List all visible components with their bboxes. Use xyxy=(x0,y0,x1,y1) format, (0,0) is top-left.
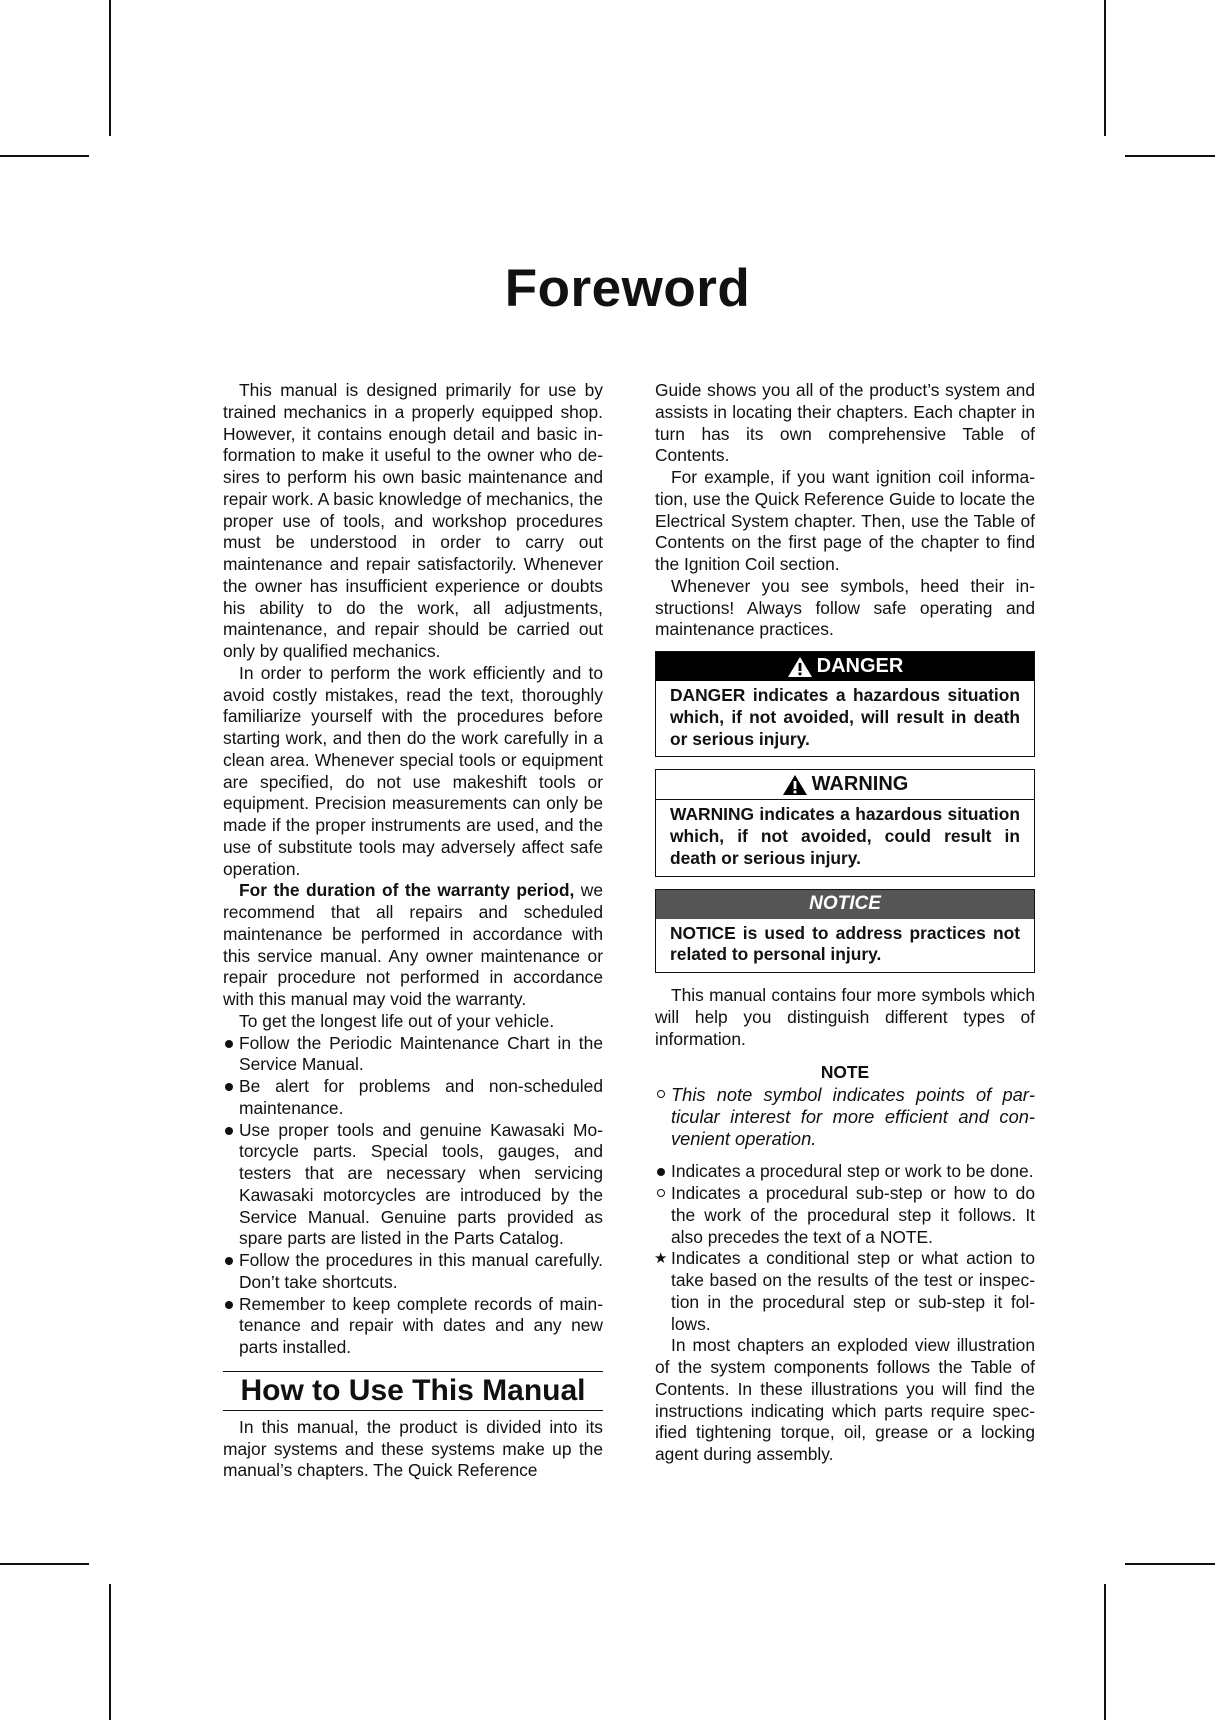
crop-mark xyxy=(1125,155,1215,157)
danger-box xyxy=(655,651,1035,757)
warning-header xyxy=(656,770,1034,800)
note-title: NOTE xyxy=(820,1062,870,1083)
list-item-text: Use proper tools and genuine Kawasaki Motorcycle parts. Special tools, gauges, and testers that are necessary when servicing Kawasaki motorcycles are introduced by the Service Manual. Genuine parts provided as spare parts are listed in the Parts Catalog. xyxy=(239,1119,603,1249)
list-item xyxy=(223,1033,603,1077)
left-column xyxy=(223,380,603,1482)
crop-mark xyxy=(0,155,89,157)
paragraph: In order to perform the work efficiently and to avoid costly mistakes, read the text, thoroughly familiarize yourself with the procedures before starting work, and then do the work carefully in a clean area. Whenever special tools or equipment are specified, do not use makeshift tools or equipment. Precision measurements can only be made if the proper instruments are used, and the use of substitute tools may adversely affect safe operation. xyxy=(223,662,603,879)
list-item-text: Indicates a procedural step or work to be done. xyxy=(671,1161,1034,1182)
crop-mark xyxy=(0,1563,89,1565)
paragraph xyxy=(223,880,603,1011)
danger-text: DANGER indicates a hazardous situation which, if not avoided, will result in death or serious injury. xyxy=(670,685,1020,749)
list-item-text: Indicates a procedural sub-step or how to do the work of the procedural step it follows. It also precedes the text of a NOTE. xyxy=(671,1183,1035,1247)
crop-mark xyxy=(109,1584,111,1720)
notice-text: NOTICE is used to address practices not related to personal injury. xyxy=(670,922,1020,965)
list-item-text: Follow the procedures in this manual carefully. Don’t take shortcuts. xyxy=(239,1250,603,1292)
paragraph: This manual contains four more symbols which will help you distinguish different types of information. xyxy=(655,985,1035,1049)
list-item-text: Be alert for problems and non-scheduled maintenance. xyxy=(239,1076,603,1118)
bold-lead: For the duration of the warranty period, xyxy=(239,880,575,901)
note-text: This note symbol indicates points of particular interest for more efficient and convenient operation. xyxy=(671,1084,1035,1149)
crop-mark xyxy=(1125,1563,1215,1565)
crop-mark xyxy=(1104,0,1106,136)
list-item-text: Follow the Periodic Maintenance Chart in the Service Manual. xyxy=(239,1032,603,1075)
paragraph: This manual is designed primarily for use by trained mechanics in a properly equipped shop. However, it contains enough detail and basic information to make it useful to the owner who desires to perform his own basic maintenance and repair work. A basic knowledge of mechanics, the proper use of tools, and workshop procedures must be understood in order to carry out maintenance and repair satisfactorily. Whenever the owner has insufficient experience or doubts his ability to do the work, all adjustments, maintenance, and repair should be carried out only by qualified mechanics. xyxy=(223,380,603,661)
paragraph: In most chapters an exploded view illustration of the system components follows the Table of Contents. In these illustrations you will find the instructions indicating which parts require specified tightening torque, oil, grease or a locking agent during assembly. xyxy=(655,1335,1035,1464)
list-item xyxy=(223,1120,603,1251)
list-item-text: Indicates a conditional step or what action to take based on the results of the test or inspection in the procedural step or sub-step it follows. xyxy=(671,1248,1035,1334)
list-item xyxy=(655,1161,1035,1183)
section-heading: How to Use This Manual xyxy=(223,1371,603,1411)
warning-triangle-icon xyxy=(782,774,808,796)
paragraph: Whenever you see symbols, heed their instructions! Always follow safe operating and maintenance practices. xyxy=(655,575,1035,640)
warning-label: WARNING xyxy=(811,772,909,795)
note-item xyxy=(655,1084,1035,1149)
crop-mark xyxy=(109,0,111,136)
notice-header xyxy=(656,890,1034,919)
right-column xyxy=(655,380,1035,1466)
paragraph: To get the longest life out of your vehicle. xyxy=(239,1010,555,1031)
paragraph: In this manual, the product is divided into its major systems and these systems make up the manual’s chapters. The Quick Reference xyxy=(223,1416,603,1481)
star-icon: ★ xyxy=(654,1250,668,1268)
list-item-text: Remember to keep complete records of maintenance and repair with dates and any new parts installed. xyxy=(239,1293,603,1357)
list-item xyxy=(655,1183,1035,1248)
page-title: Foreword xyxy=(504,259,751,318)
paragraph: Guide shows you all of the product’s system and assists in locating their chapters. Each chapter in turn has its own comprehensive Table of Contents. xyxy=(655,380,1035,466)
crop-mark xyxy=(1104,1584,1106,1720)
warning-box xyxy=(655,769,1035,876)
list-item xyxy=(223,1076,603,1120)
paragraph: For example, if you want ignition coil information, use the Quick Reference Guide to locate the Electrical System chapter. Then, use the Table of Contents on the first page of the chapter to find the Ignition Coil section. xyxy=(655,467,1035,574)
danger-label: DANGER xyxy=(816,654,904,677)
danger-header xyxy=(656,652,1034,681)
list-item xyxy=(655,1248,1035,1335)
notice-box xyxy=(655,889,1035,974)
warning-triangle-icon xyxy=(787,656,813,678)
list-item xyxy=(223,1294,603,1359)
warning-text: WARNING indicates a hazardous situation which, if not avoided, could result in death or serious injury. xyxy=(670,804,1020,868)
paragraph-text: we recommend that all repairs and scheduled maintenance be performed in accordance with this service manual. Any owner maintenance or repair procedure not performed in accordance with this manual may void the warranty. xyxy=(223,880,604,1009)
notice-label: NOTICE xyxy=(809,893,881,915)
list-item xyxy=(223,1250,603,1294)
